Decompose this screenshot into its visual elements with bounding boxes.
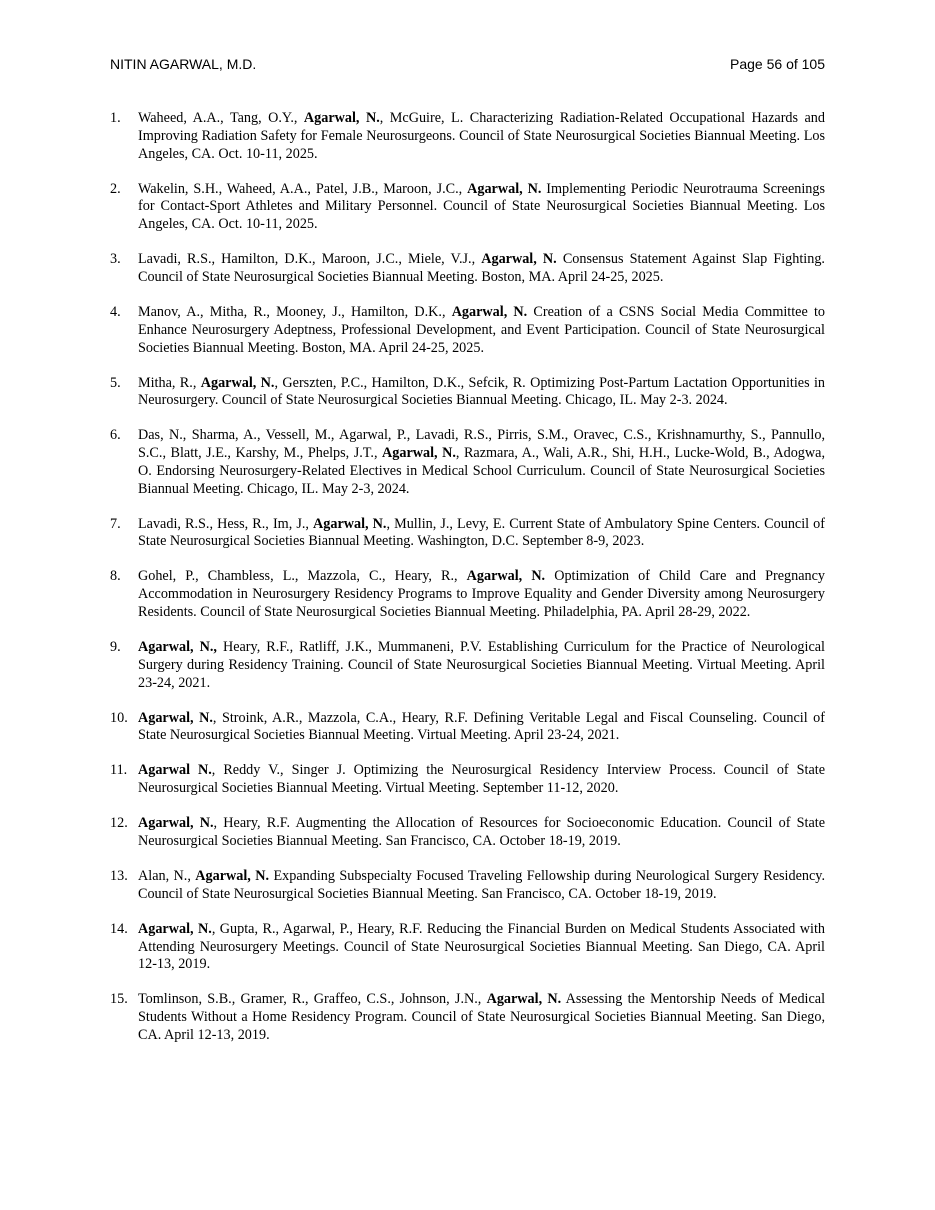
list-item xyxy=(110,251,825,287)
item-number: 5. xyxy=(110,374,121,391)
list-item xyxy=(110,375,825,411)
page-header xyxy=(110,56,825,78)
author-name: NITIN AGARWAL, M.D. xyxy=(110,56,257,72)
item-number: 11. xyxy=(110,762,128,779)
list-item xyxy=(110,427,825,498)
highlighted-author: Agarwal, N. xyxy=(138,815,214,832)
highlighted-author: Agarwal, N. xyxy=(486,991,562,1008)
item-number: 8. xyxy=(110,568,121,585)
list-item xyxy=(110,516,825,552)
item-number: 9. xyxy=(110,639,121,656)
list-item xyxy=(110,762,825,798)
citation-authors-before: Wakelin, S.H., Waheed, A.A., Patel, J.B., Maroon, J.C., xyxy=(138,180,468,197)
citation-text: , Gupta, R., Agarwal, P., Heary, R.F. Reducing the Financial Burden on Medical Students Associated with Attending Neurosurgery Meetings. Council of State Neurosurgical Societies Biannual Meeting. San Diego, CA. April 12-13, 2019. xyxy=(138,920,826,973)
item-number: 6. xyxy=(110,427,121,444)
highlighted-author: Agarwal, N. xyxy=(195,867,270,884)
page-number: Page 56 of 105 xyxy=(730,56,825,72)
highlighted-author: Agarwal, N. xyxy=(313,515,387,532)
citation-text: Assessing the Mentorship Needs of Medical Students Without a Home Residency Program. Council of State Neurosurgical Societies Biannual Meeting. San Diego, CA. April 12-13, 2019. xyxy=(138,991,826,1043)
citation-authors-before: Mitha, R., xyxy=(138,374,201,391)
highlighted-author: Agarwal N. xyxy=(138,762,212,779)
citation-text: , Reddy V., Singer J. Optimizing the Neurosurgical Residency Interview Process. Council of State Neurosurgical Societies Biannual Meeting. Virtual Meeting. September 11-12, 2020. xyxy=(138,762,826,797)
highlighted-author: Agarwal, N. xyxy=(303,110,380,126)
highlighted-author: Agarwal, N. xyxy=(481,251,557,268)
list-item xyxy=(110,868,825,904)
citation-text: , Stroink, A.R., Mazzola, C.A., Heary, R.F. Defining Veritable Legal and Fiscal Counseling. Council of State Neurosurgical Societies Biannual Meeting. Virtual Meeting. April 23-24, 2021. xyxy=(138,709,825,744)
citation-text: , Razmara, A., Wali, A.R., Shi, H.H., Lucke-Wold, B., Adogwa, O. Endorsing Neurosurgery-Related Electives in Medical School Curriculum. Council of State Neurosurgical Societies Biannual Meeting. Chicago, IL. May 2-3, 2024. xyxy=(138,445,825,497)
list-item xyxy=(110,921,825,974)
list-item xyxy=(110,110,825,163)
highlighted-author: Agarwal, N. xyxy=(467,180,542,197)
highlighted-author: Agarwal, N. xyxy=(451,303,528,320)
citation-authors-before: Das, N., Sharma, A., Vessell, M., Agarwal, P., Lavadi, R.S., Pirris, S.M., Oravec, C.S., Krishnamurthy, S., Pannullo, S.C., Blatt, J.E., Karshy, M., Phelps, J.T., xyxy=(138,427,825,462)
item-number: 14. xyxy=(110,920,128,937)
citation-authors-before: Manov, A., Mitha, R., Mooney, J., Hamilton, D.K., xyxy=(138,303,452,320)
citation-authors-before: Tomlinson, S.B., Gramer, R., Graffeo, C.S., Johnson, J.N., xyxy=(138,991,487,1008)
citation-text: , Mullin, J., Levy, E. Current State of Ambulatory Spine Centers. Council of State Neurosurgical Societies Biannual Meeting. Washington, D.C. September 8-9, 2023. xyxy=(138,515,825,550)
citation-authors-before: Lavadi, R.S., Hess, R., Im, J., xyxy=(138,515,314,532)
highlighted-author: Agarwal, N. xyxy=(138,709,213,726)
citation-text: , Heary, R.F. Augmenting the Allocation of Resources for Socioeconomic Education. Council of State Neurosurgical Societies Biannual Meeting. San Francisco, CA. October 18-19, 2019. xyxy=(138,815,825,849)
citation-text: Consensus Statement Against Slap Fighting. Council of State Neurosurgical Societies Biannual Meeting. Boston, MA. April 24-25, 2025. xyxy=(138,251,825,285)
citation-authors-before: Lavadi, R.S., Hamilton, D.K., Maroon, J.C., Miele, V.J., xyxy=(138,251,482,268)
list-item xyxy=(110,639,825,692)
list-item xyxy=(110,568,825,621)
citation-authors-before: Gohel, P., Chambless, L., Mazzola, C., Heary, R., xyxy=(138,568,467,585)
item-number: 13. xyxy=(110,867,128,884)
highlighted-author: Agarwal, N. xyxy=(138,920,212,937)
publication-list xyxy=(110,110,825,1062)
highlighted-author: Agarwal, N. xyxy=(200,374,275,391)
list-item xyxy=(110,304,825,357)
item-number: 2. xyxy=(110,180,121,197)
list-item xyxy=(110,991,825,1044)
item-number: 4. xyxy=(110,303,121,320)
citation-text: Heary, R.F., Ratliff, J.K., Mummaneni, P.V. Establishing Curriculum for the Practice of Neurological Surgery during Residency Training. Council of State Neurosurgical Societies Biannual Meeting. Virtual Meeting. April 23-24, 2021. xyxy=(138,639,826,691)
list-item xyxy=(110,181,825,234)
highlighted-author: Agarwal, N. xyxy=(382,445,456,462)
citation-authors-before: Waheed, A.A., Tang, O.Y., xyxy=(138,110,304,126)
citation-text: Implementing Periodic Neurotrauma Screenings for Contact-Sport Athletes and Military Personnel. Council of State Neurosurgical Societies Biannual Meeting. Los Angeles, CA. Oct. 10-11, 2025. xyxy=(138,180,825,233)
citation-text: Optimization of Child Care and Pregnancy Accommodation in Neurosurgery Residency Programs to Improve Equality and Gender Diversity among Neurosurgery Residents. Council of State Neurosurgical Societies Biannual Meeting. Philadelphia, PA. April 28-29, 2022. xyxy=(138,568,825,621)
highlighted-author: Agarwal, N., xyxy=(138,639,217,656)
item-number: 7. xyxy=(110,515,121,532)
citation-text: Creation of a CSNS Social Media Committee to Enhance Neurosurgery Adeptness, Professional Development, and Event Participation. Council of State Neurosurgical Societies Biannual Meeting. Boston, MA. April 24-25, 2025. xyxy=(138,303,825,356)
highlighted-author: Agarwal, N. xyxy=(466,568,546,585)
item-number: 15. xyxy=(110,991,128,1008)
item-number: 3. xyxy=(110,251,121,268)
item-number: 12. xyxy=(110,815,128,832)
citation-text: , Gerszten, P.C., Hamilton, D.K., Sefcik, R. Optimizing Post-Partum Lactation Opportunities in Neurosurgery. Council of State Neurosurgical Societies Biannual Meeting. Chicago, IL. May 2-3. 2024. xyxy=(138,374,825,409)
item-number: 1. xyxy=(110,110,121,126)
list-item xyxy=(110,710,825,746)
citation-authors-before: Alan, N., xyxy=(138,867,196,884)
item-number: 10. xyxy=(110,709,128,726)
list-item xyxy=(110,815,825,851)
citation-text: Expanding Subspecialty Focused Traveling Fellowship during Neurological Surgery Residency. Council of State Neurosurgical Societies Biannual Meeting. San Francisco, CA. October 18-19, 2019. xyxy=(138,867,825,902)
citation-text: , McGuire, L. Characterizing Radiation-Related Occupational Hazards and Improving Radiation Safety for Female Neurosurgeons. Council of State Neurosurgical Societies Biannual Meeting. Los Angeles, CA. Oct. 10-11, 2025. xyxy=(138,110,825,162)
